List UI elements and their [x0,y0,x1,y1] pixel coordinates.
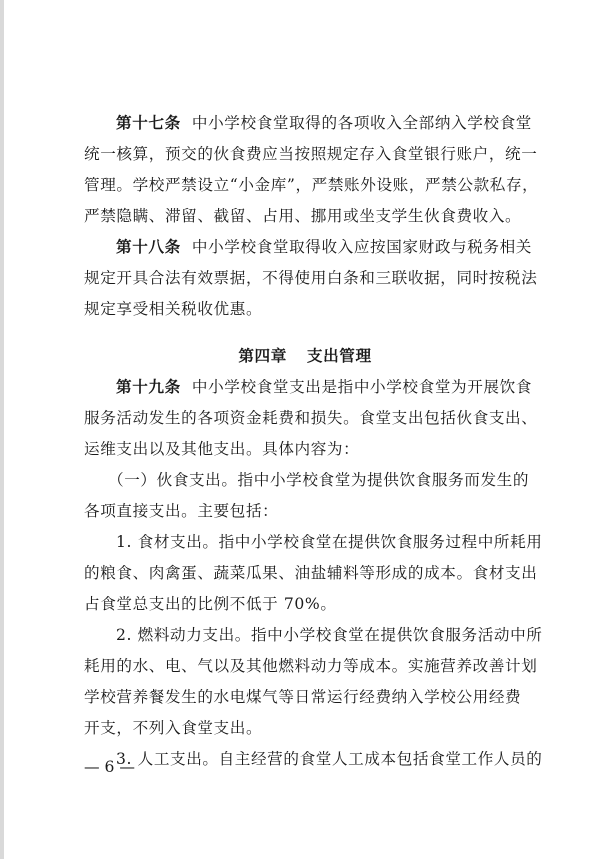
sub-item-2 [84,620,543,744]
paragraph-line: 运维支出以及其他支出。具体内容为： [84,440,360,458]
item-1 [84,465,536,527]
paragraph-line: 开支，不列入食堂支出。 [84,719,263,737]
paragraph-line: 3. 人工支出。自主经营的食堂人工成本包括食堂工作人员的 [116,750,543,768]
chapter-heading [84,341,536,372]
paragraph-line [84,232,536,263]
chapter-name: 支出管理 [306,347,372,365]
paragraph-line: 占食堂总支出的比例不低于 70%。 [84,595,337,613]
article-text: 中小学校食堂取得收入应按国家财政与税务相关 [191,238,532,256]
paragraph-line: 规定享受相关税收优惠。 [84,300,263,318]
article-18 [84,232,536,325]
article-text: 中小学校食堂取得的各项收入全部纳入学校食堂 [191,114,532,132]
chapter-number: 第四章 [238,347,287,365]
paragraph-line [84,372,536,403]
sub-item-3 [84,744,543,775]
paragraph-line: 1. 食材支出。指中小学校食堂在提供饮食服务过程中所耗用 [116,533,543,551]
paragraph-line: 2. 燃料动力支出。指中小学校食堂在提供饮食服务活动中所 [116,626,543,644]
sub-item-1 [84,527,543,620]
paragraph-line [84,108,536,139]
document-body [84,108,543,775]
article-title: 第十八条 [116,238,181,256]
article-title: 第十九条 [116,378,181,396]
paragraph-line: 统一核算，预交的伙食费应当按照规定存入食堂银行账户，统一 [84,145,538,163]
paragraph-line: 的粮食、肉禽蛋、蔬菜瓜果、油盐辅料等形成的成本。食材支出 [84,564,538,582]
paragraph-line: 严禁隐瞒、滞留、截留、占用、挪用或坐支学生伙食费收入。 [84,207,522,225]
article-17 [84,108,539,232]
paragraph-line: 规定开具合法有效票据，不得使用白条和三联收据，同时按税法 [84,269,538,287]
page-left-edge [0,0,4,859]
page-number: — 6 — [84,758,136,776]
paragraph-line: 学校营养餐发生的水电煤气等日常运行经费纳入学校公用经费 [84,688,522,706]
paragraph-line: 耗用的水、电、气以及其他燃料动力等成本。实施营养改善计划 [84,657,538,675]
paragraph-line: 服务活动发生的各项资金耗费和损失。食堂支出包括伙食支出、 [84,409,538,427]
article-19 [84,372,536,465]
paragraph-line: 各项直接支出。主要包括： [84,502,279,520]
article-title: 第十七条 [116,114,181,132]
article-text: 中小学校食堂支出是指中小学校食堂为开展饮食 [191,378,532,396]
paragraph-line: 管理。学校严禁设立“小金库”，严禁账外设账，严禁公款私存， [84,176,539,194]
paragraph-line: （一）伙食支出。指中小学校食堂为提供饮食服务而发生的 [108,471,530,489]
